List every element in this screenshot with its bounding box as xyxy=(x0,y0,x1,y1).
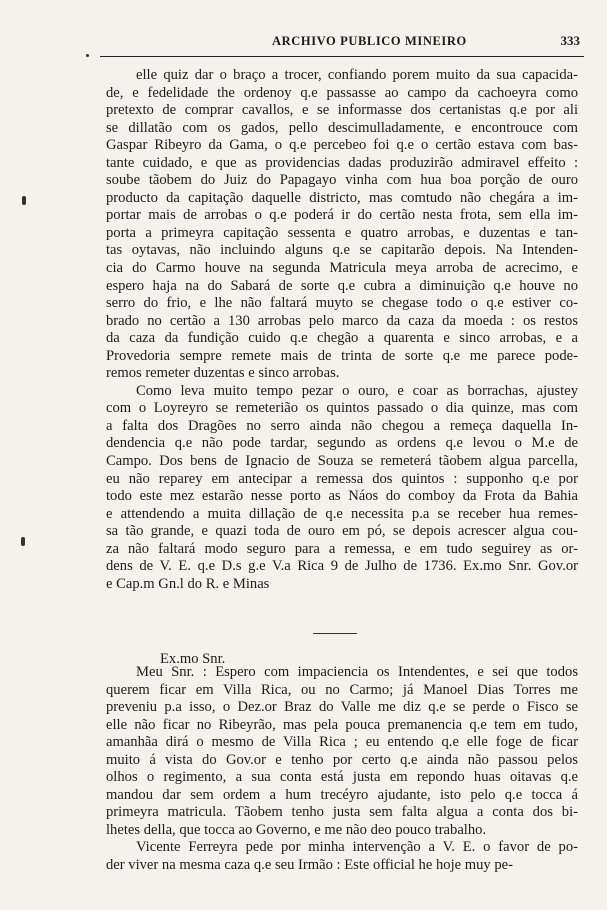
text-line: se dillatão com os gados, pello descimulladamente, e encontrouce com xyxy=(106,119,578,136)
text-line: portar mais de arrobas o q.e poderá ir do certão nesta frota, sem ella im- xyxy=(106,207,578,224)
text-line: querem ficar em Villa Rica, ou no Carmo; já Manoel Dias Torres me xyxy=(106,681,578,698)
text-line: za não faltará modo seguro para a remessa, e em tudo seguirey as or- xyxy=(106,540,578,557)
text-line: a falta dos Dragões no serro ainda não chegou a remeça daquella In- xyxy=(106,417,578,434)
text-line: elle quiz dar o braço a trocer, confiando porem muito da sua capacida- xyxy=(136,67,578,83)
text-line: Gaspar Ribeyro da Gama, o q.e percebeo foi q.e o certão estava com bas- xyxy=(106,137,578,154)
text-line: producto da capitação daquelle districto, mas comtudo não chegára a im- xyxy=(106,189,578,206)
text-line: olhos o regimento, a sua conta está justa em repondo huas oitavas q.e xyxy=(106,769,578,786)
text-line: Como leva muito tempo pezar o ouro, e coar as borrachas, ajustey xyxy=(136,382,578,399)
text-line: brado no certão a 130 arrobas pelo marco da caza da moeda : os restos xyxy=(106,312,578,329)
text-line: mandou dar sem ordem a hum trecéyro ajudante, isto pelo q.e tocca á xyxy=(106,786,578,803)
text-line: amanhãa dirá o mesmo de Villa Rica ; eu entendo q.e elle foge de ficar xyxy=(106,734,578,751)
page-header xyxy=(250,34,580,52)
text-line: Provedoria sempre remete mais de trinta de sorte q.e me parece pode- xyxy=(106,347,578,364)
text-line: primeyra matricula. Tãobem tenho justa sem falta algua a conta dos bi- xyxy=(106,804,578,821)
text-line: der viver na mesma caza q.e seu Irmão : Este official he hoje muy pe- xyxy=(106,857,513,874)
text-line: muito á vista do Gov.or e tenho por certo q.e ainda não passou pelos xyxy=(106,751,578,768)
text-line: tas oytavas, não incluindo alguns q.e se capitarão depois. Na Intenden- xyxy=(106,242,578,259)
text-line: espero haja na do Sabará de sorte q.e cubra a diminuição q.e houve no xyxy=(106,277,578,294)
salutation: Ex.mo Snr. xyxy=(160,651,226,667)
text-line: preveniu p.a isso, o Dez.or Braz do Valle me diz q.e se perde o Fisco se xyxy=(106,699,578,716)
text-line: porta a primeyra capitação sessenta e quatro arrobas, e duzentas e tan- xyxy=(106,224,578,241)
margin-mark xyxy=(22,196,26,205)
margin-mark xyxy=(21,537,25,546)
text-line: dens de V. E. q.e D.s g.e V.a Rica 9 de Julho de 1736. Ex.mo Snr. Gov.or xyxy=(106,558,578,575)
text-line: soube tãobem do Juiz do Papagayo vinha com hua boa porção de ouro xyxy=(106,172,578,189)
text-line: e attendendo a muita dillação de q.e necessita p.a se receber hua remes- xyxy=(106,505,578,522)
text-line: serro do frio, e lhe não faltará muyto se chegase todo o q.e estiver co- xyxy=(106,295,578,312)
text-line: elle não ficar no Ribeyrão, mas pela pouca premanencia q.e tem em tudo, xyxy=(106,716,578,733)
text-line: sa tão grande, e quazi toda de ouro em pó, se depois acrescer algua cou- xyxy=(106,523,578,540)
text-line: cia do Carmo houve na segunda Matricula meya arroba de acrecimo, e xyxy=(106,260,578,277)
text-line: todo este mez estarão nesse porto as Náos do comboy da Frota da Bahia xyxy=(106,488,578,505)
running-title: ARCHIVO PUBLICO MINEIRO xyxy=(272,34,467,48)
page-number: 333 xyxy=(560,33,580,48)
text-line: Vicente Ferreyra pede por minha intervenção a V. E. o favor de po- xyxy=(136,839,578,856)
text-line: tante cuidado, e que as providencias dadas produzirão admiravel effeito : xyxy=(106,154,578,171)
text-line: Meu Snr. : Espero com impaciencia os Intendentes, e sei que todos xyxy=(136,664,578,680)
letter-body-continued xyxy=(106,67,578,593)
letter-body-new xyxy=(106,664,578,875)
text-line: com o Loyreyro se remeterião os quintos passado o dia quinze, mas com xyxy=(106,400,578,417)
text-line: pretexto de comprar cavallos, e se informasse dos certanistas q.e por ali xyxy=(106,102,578,119)
text-line: Campo. Dos bens de Ignacio de Souza se remeterá tãobem algua parcella, xyxy=(106,453,578,470)
header-rule xyxy=(100,56,584,57)
text-line: de, e fedelidade the ordenoy q.e passasse ao campo da cachoeyra como xyxy=(106,84,578,101)
text-line: eu não reparey em antecipar a remessa dos quintos : supponho q.e por xyxy=(106,470,578,487)
text-line: dendencia q.e não pode tardar, segundo as ordens q.e levou o M.e de xyxy=(106,435,578,452)
header-dot xyxy=(86,54,89,57)
text-line: e Cap.m Gn.l do R. e Minas xyxy=(106,575,270,592)
text-line: da caza da fundição cuido q.e chegão a quarenta e sinco arrobas, e a xyxy=(106,330,578,347)
text-line: remos remeter duzentas e sinco arrobas. xyxy=(106,365,340,382)
section-separator xyxy=(313,633,357,634)
text-line: lhetes della, que tocca ao Governo, e me não deo pouco trabalho. xyxy=(106,821,487,838)
